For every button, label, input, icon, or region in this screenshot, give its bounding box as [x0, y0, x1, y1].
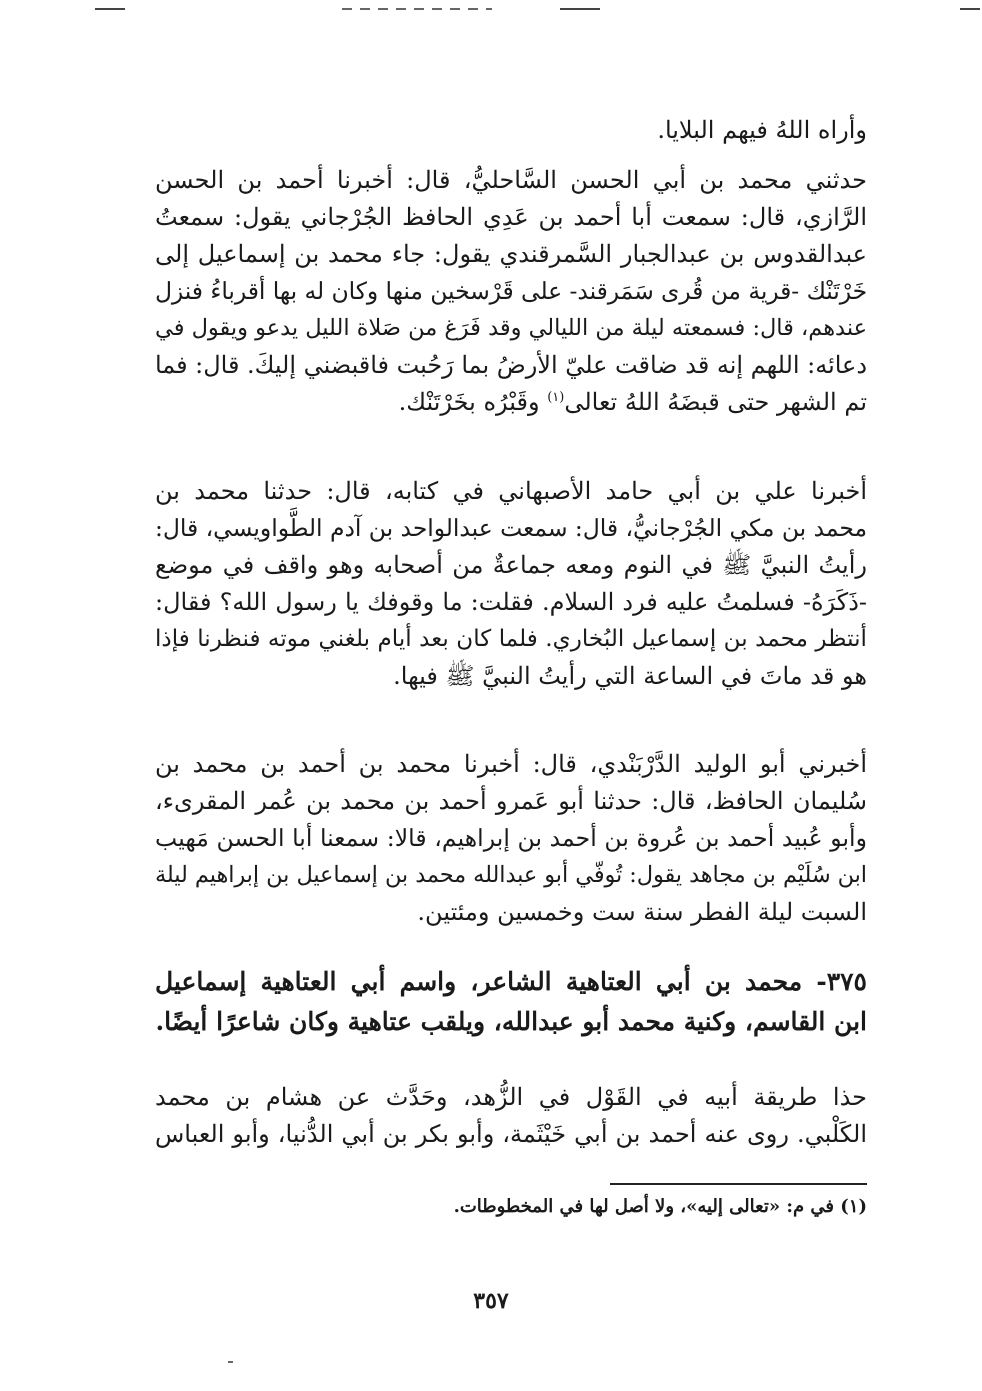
text-line: عبدالقدوس بن عبدالجبار السَّمرقندي يقول: جاء محمد بن إسماعيل إلى [155, 240, 868, 268]
text-line: وأبو عُبيد أحمد بن عُروة بن أحمد بن إبراهيم، قالا: سمعنا أبا الحسن مَهيب [155, 824, 867, 852]
paragraph-1 [155, 112, 867, 149]
text-line: الرَّازي، قال: سمعت أبا أحمد بن عَدِي الحافظ الجُرْجاني يقول: سمعتُ [155, 203, 867, 231]
text-line: السبت ليلة الفطر سنة ست وخمسين ومئتين. [417, 898, 867, 926]
text-line: سُليمان الحافظ، قال: حدثنا أبو عَمرو أحمد بن محمد بن عُمر المقرىء، [155, 787, 867, 815]
text-line: رأيتُ النبيَّ ﷺ في النوم ومعه جماعةٌ من أصحابه وهو واقف في موضع [155, 551, 867, 579]
text-line: خَرْتَنْك -قرية من قُرى سَمَرقند- على قَرْسخين منها وكان له بها أقرباءُ فنزل [155, 278, 867, 305]
text-segment: تم الشهر حتى قبضَهُ اللهُ تعالى [564, 388, 867, 416]
text-line: حذا طريقة أبيه في القَوْل في الزُّهد، وحَدَّث عن هشام بن محمد [155, 1083, 867, 1111]
footnote-reference[interactable]: (١) [547, 390, 565, 405]
paragraph-3 [155, 473, 867, 695]
text-line: محمد بن مكي الجُرْجانيُّ، قال: سمعت عبدالواحد بن آدم الطَّواويسي، قال: [155, 514, 867, 542]
scan-mark [560, 8, 600, 10]
scan-speck [228, 1361, 233, 1363]
entry-heading [155, 962, 867, 1042]
scan-mark [95, 8, 125, 10]
text-line: عندهم، قال: فسمعته ليلة من الليالي وقد فَرَغ من صَلاة الليل يدعو ويقول في [155, 315, 867, 341]
text-segment: وقَبْرُه بخَرْتَنْك. [398, 388, 548, 416]
scan-mark [342, 8, 492, 10]
heading-line: ٣٧٥- محمد بن أبي العتاهية الشاعر، واسم أبي العتاهية إسماعيل [155, 967, 867, 996]
scan-mark [960, 8, 980, 10]
text-line: أخبرنا علي بن أبي حامد الأصبهاني في كتابه، قال: حدثنا محمد بن [155, 477, 867, 505]
text-line: حدثني محمد بن أبي الحسن السَّاحليُّ، قال: أخبرنا أحمد بن الحسن [155, 166, 867, 194]
paragraph-6 [155, 1079, 867, 1153]
text-line: الكَلْبي. روى عنه أحمد بن أبي خَيْثَمة، وأبو بكر بن أبي الدُّنيا، وأبو العباس [155, 1120, 867, 1148]
text-line: هو قد ماتَ في الساعة التي رأيتُ النبيَّ ﷺ فيها. [393, 662, 867, 690]
text-line [155, 384, 867, 421]
heading-line: ابن القاسم، وكنية محمد أبو عبدالله، ويلقب عتاهية وكان شاعرًا أيضًا. [155, 1007, 867, 1036]
text-line: أنتظر محمد بن إسماعيل البُخاري. فلما كان بعد أيام بلغني موته فنظرنا فإذا [155, 626, 867, 652]
page-number: ٣٥٧ [473, 1288, 509, 1314]
text-line: أخبرني أبو الوليد الدَّرْبَنْدي، قال: أخبرنا محمد بن أحمد بن محمد بن [155, 750, 867, 778]
text-line: -ذَكَرَهُ- فسلمتُ عليه فرد السلام. فقلت: ما وقوفك يا رسول الله؟ فقال: [155, 588, 867, 616]
footnote: (١) في م: «تعالى إليه»، ولا أصل لها في المخطوطات. [453, 1196, 867, 1217]
text-line: دعائه: اللهم إنه قد ضاقت عليّ الأرضُ بما رَحُبت فاقبضني إليكَ. قال: فما [154, 351, 867, 379]
footnote-separator [610, 1183, 867, 1185]
paragraph-2 [155, 162, 867, 421]
paragraph-4 [155, 746, 867, 931]
text-line: وأراه اللهُ فيهم البلايا. [657, 116, 867, 144]
text-line: ابن سُلَيْم بن مجاهد يقول: تُوفّي أبو عبدالله محمد بن إسماعيل بن إبراهيم ليلة [155, 862, 867, 888]
